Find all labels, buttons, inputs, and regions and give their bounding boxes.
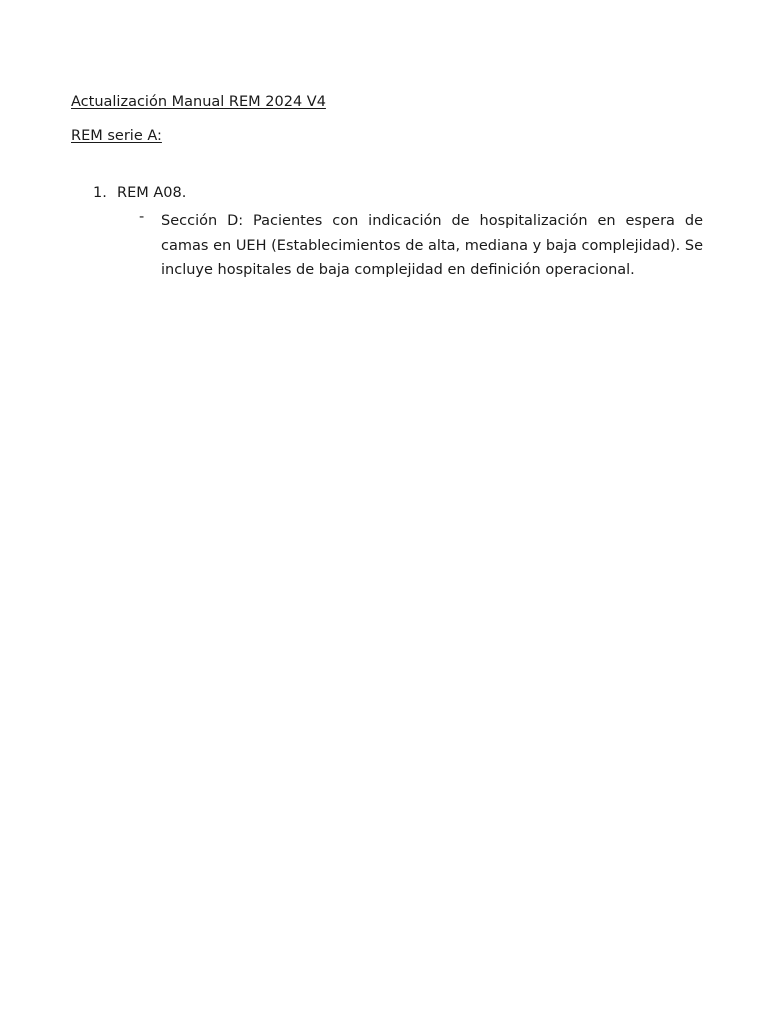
list-item-number: 1. xyxy=(93,185,107,201)
list-item-label: REM A08. xyxy=(117,185,187,201)
sub-item-marker: - xyxy=(139,209,145,225)
document-title: Actualización Manual REM 2024 V4 xyxy=(71,94,326,110)
sub-item-text: Sección D: Pacientes con indicación de hospitalización en espera de camas en UEH (Establecimientos de alta, mediana y baja complejidad). Se incluye hospitales de baja complejidad en definición operacional. xyxy=(161,213,703,278)
section-heading: REM serie A: xyxy=(71,128,162,144)
